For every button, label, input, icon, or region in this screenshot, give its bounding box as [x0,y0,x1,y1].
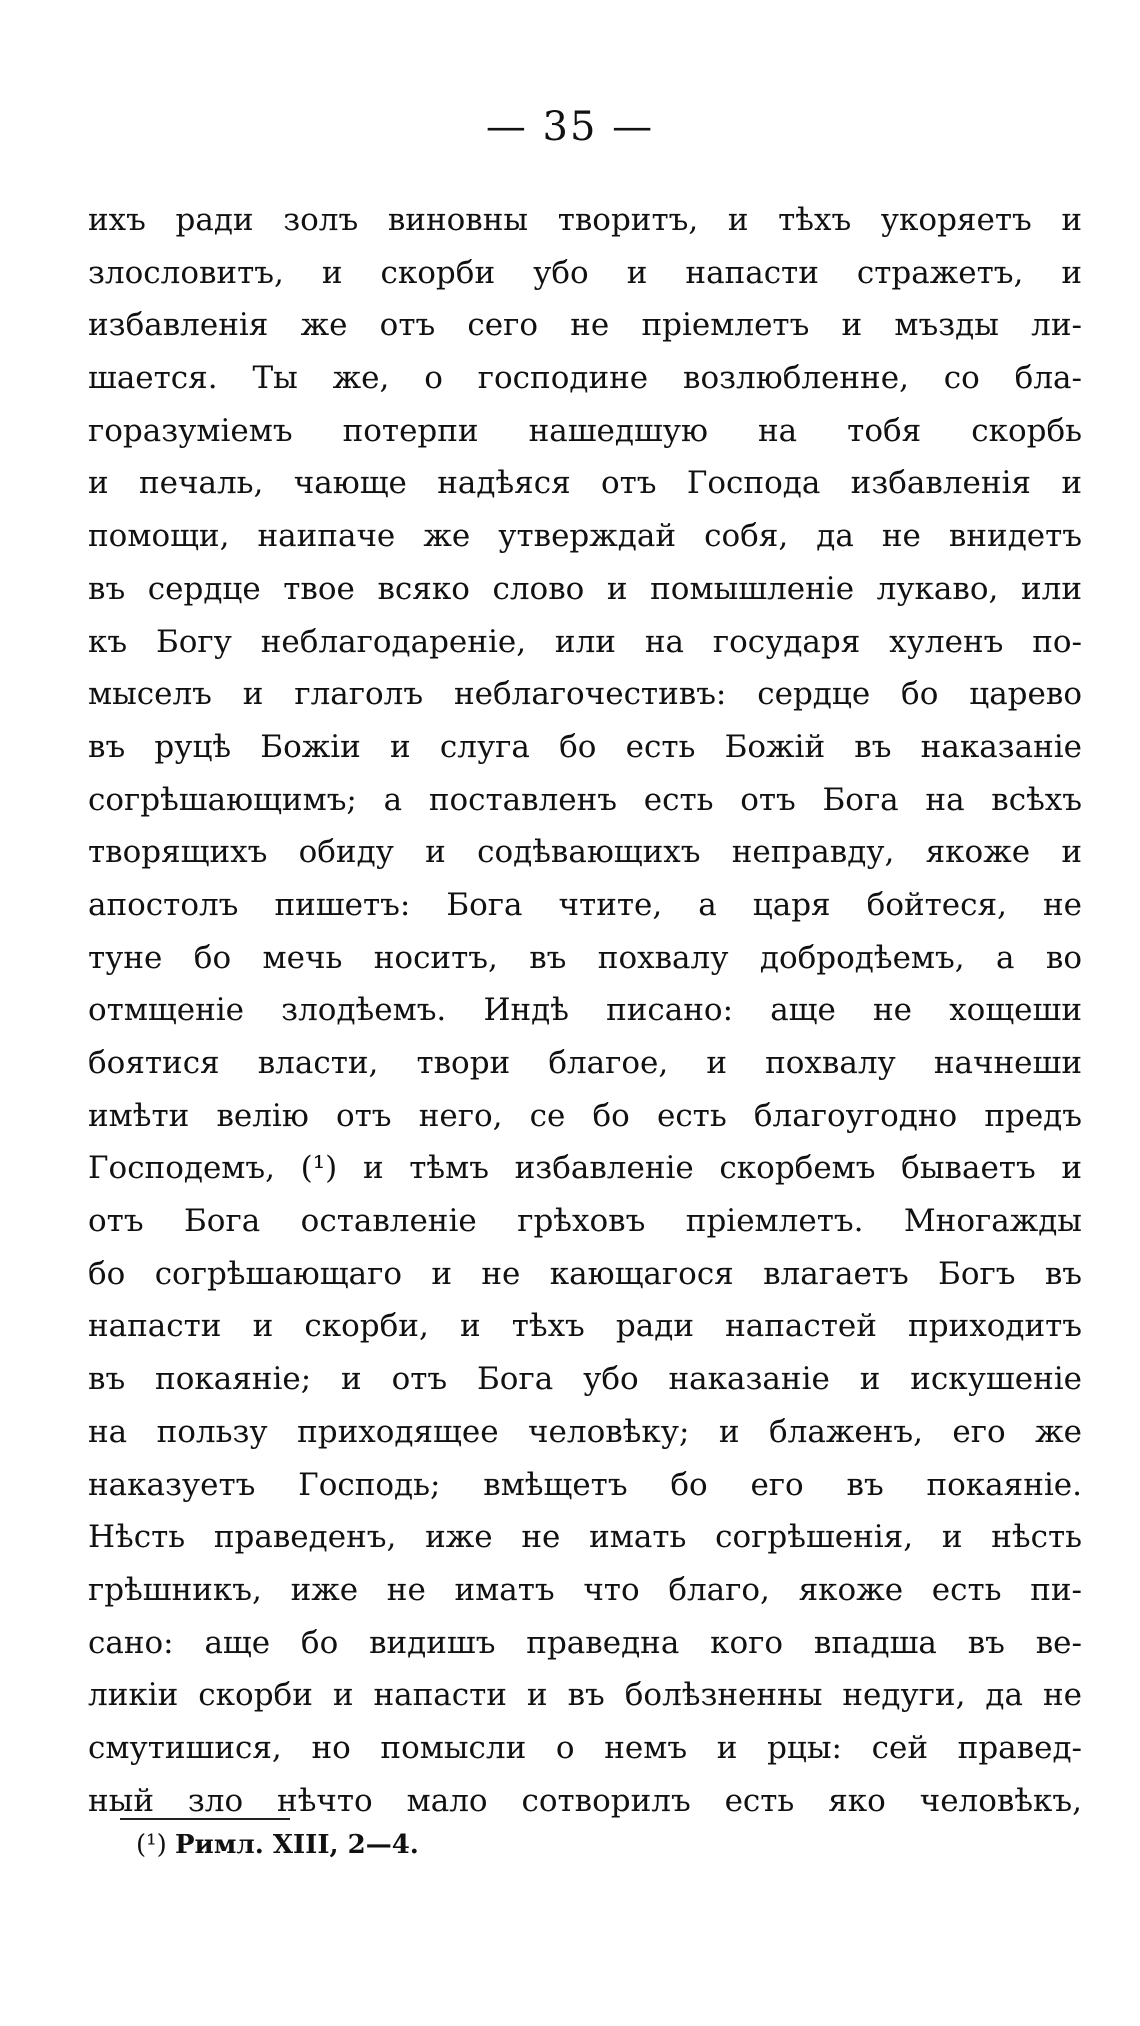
text-line: грѣшникъ, иже не иматъ что благо, якоже есть пи- [88,1571,1082,1608]
text-line: Нѣсть праведенъ, иже не имать согрѣшенія, и нѣсть [88,1519,1082,1556]
text-line: напасти и скорби, и тѣхъ ради напастей приходитъ [88,1308,1082,1345]
text-line: боятися власти, твори благое, и похвалу начнеши [88,1045,1082,1081]
text-line: въ руцѣ Божіи и слуга бо есть Божій въ наказаніе [88,728,1082,765]
text-line: на пользу приходящее человѣку; и блаженъ, его же [88,1413,1082,1450]
text-line: ихъ ради золъ виновны творитъ, и тѣхъ укоряетъ и [88,202,1082,238]
text-line: согрѣшающимъ; а поставленъ есть отъ Бога на всѣхъ [88,781,1082,818]
text-line: помощи, наипаче же утверждай собя, да не внидетъ [88,518,1082,555]
text-line: избавленія же отъ сего не пріемлетъ и мъзды ли- [88,307,1082,344]
text-line: смутишися, но помысли о немъ и рцы: сей правед- [88,1729,1082,1766]
text-line: Господемъ, (¹) и тѣмъ избавленіе скорбемъ бываетъ и [88,1150,1082,1187]
text-line: ликіи скорби и напасти и въ болѣзненны недуги, да не [88,1677,1082,1714]
text-line: апостолъ пишетъ: Бога чтите, а царя бойтеся, не [88,886,1082,923]
text-line: въ сердце твое всяко слово и помышленіе лукаво, или [88,570,1082,607]
text-line: злословитъ, и скорби убо и напасти стражетъ, и [88,254,1082,291]
text-line: сано: аще бо видишъ праведна кого впадша въ ве- [88,1624,1082,1661]
text-line: и печаль, чающе надѣяся отъ Господа избавленія и [88,465,1082,502]
text-line: творящихъ обиду и содѣвающихъ неправду, якоже и [88,834,1082,871]
text-line: ный зло нѣчто мало сотворилъ есть яко человѣкъ, [88,1782,1082,1819]
page-number: — 35 — [485,104,655,150]
text-line: бо согрѣшающаго и не кающагося влагаетъ Богъ въ [88,1255,1082,1292]
text-line: туне бо мечь носитъ, въ похвалу добродѣемъ, а во [88,939,1082,976]
body-text [88,194,1082,1827]
footnote [136,1830,419,1860]
text-line: отъ Бога оставленіе грѣховъ пріемлетъ. Многажды [88,1203,1082,1240]
text-line: отмщеніе злодѣемъ. Индѣ писано: аще не хощеши [88,992,1082,1029]
footnote-marker: (¹) [136,1830,167,1860]
text-line: горазуміемъ потерпи нашедшую на тобя скорбь [88,412,1082,449]
footnote-divider [120,1818,290,1820]
text-line: мыселъ и глаголъ неблагочестивъ: сердце бо царево [88,676,1082,713]
footnote-reference: Римл. XIII, 2—4. [174,1830,419,1860]
text-line: къ Богу неблагодареніе, или на государя хуленъ по- [88,623,1082,660]
text-line: шается. Ты же, о господине возлюбленне, со бла- [88,360,1082,397]
text-line: наказуетъ Господь; вмѣщетъ бо его въ покаяніе. [88,1466,1082,1503]
text-line: имѣти велію отъ него, се бо есть благоугодно предъ [88,1097,1082,1134]
text-line: въ покаяніе; и отъ Бога убо наказаніе и искушеніе [88,1361,1082,1398]
